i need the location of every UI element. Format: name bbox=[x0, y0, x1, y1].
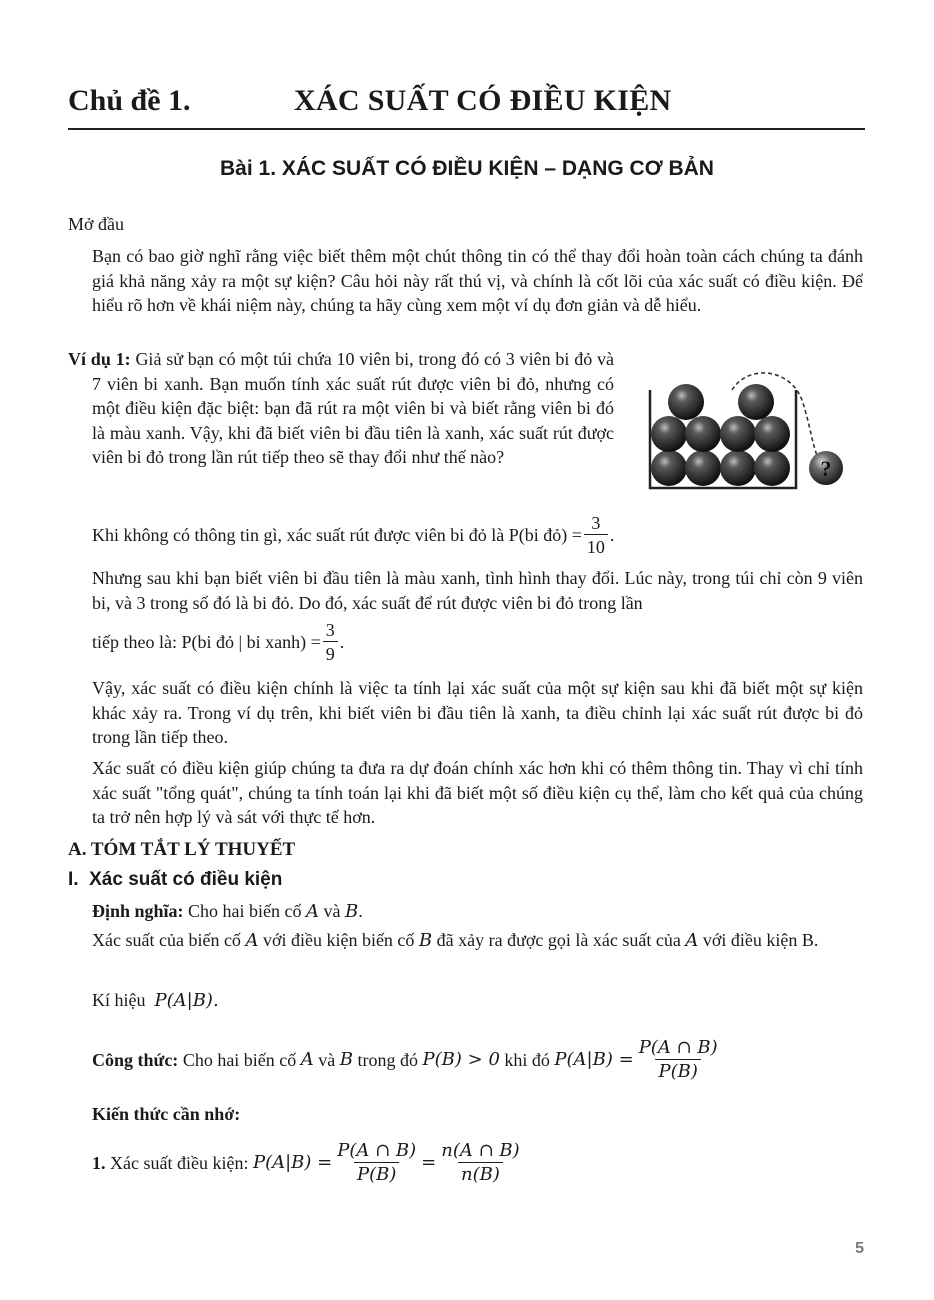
header-divider bbox=[68, 128, 865, 130]
notation-expr: P(A|B). bbox=[154, 990, 219, 1011]
marbles bbox=[651, 384, 790, 486]
no-info-expr: P(bi đỏ) = bbox=[508, 524, 582, 545]
definition-label: Định nghĩa: bbox=[92, 901, 184, 921]
next-expr: P(bi đỏ | bi xanh) = bbox=[181, 631, 321, 652]
var-a: A bbox=[306, 901, 320, 922]
question-mark: ? bbox=[820, 456, 832, 481]
formula-condition: P(B) > 0 bbox=[422, 1048, 500, 1070]
formula-lhs: P(A|B) = bbox=[554, 1048, 634, 1070]
definition-line: Định nghĩa: Cho hai biến cố A và B. bbox=[92, 901, 363, 922]
definition-detail: Xác suất của biến cố A với điều kiện biến cố B đã xảy ra được gọi là xác suất của A với điều kiện B. bbox=[92, 930, 819, 951]
item1-fraction-p: $\frac{P(A \cap B)}{P(B)}$ bbox=[337, 1139, 417, 1185]
example-text: Giả sử bạn có một túi chứa 10 viên bi, trong đó có 3 viên bi đỏ và 7 viên bi xanh. Bạn muốn tính xác suất rút được viên bi đỏ, nhưng có một điều kiện đặc biệt: bạn đã rút ra một viên bi và biết rằng viên bi đó là màu xanh. Vậy, khi đã biết viên bi đầu tiên là xanh, xác suất rút được viên bi đỏ trong lần rút tiếp theo sẽ thay đổi như thế nào? bbox=[92, 349, 615, 467]
remember-heading: Kiến thức cần nhớ: bbox=[92, 1104, 241, 1124]
formula-label: Công thức: bbox=[92, 1049, 179, 1070]
page-number: 5 bbox=[855, 1240, 864, 1257]
next-text: tiếp theo là: bbox=[92, 631, 177, 652]
item1-fraction-n: $\frac{n(A \cap B)}{n(B)}$ bbox=[441, 1139, 520, 1185]
conclusion-paragraph: Vậy, xác suất có điều kiện chính là việc ta tính lại xác suất của một sự kiện sau khi đã biết một sự kiện khác xảy ra. Trong ví dụ trên, khi biết viên bi đầu tiên là xanh, ta điều chỉnh lại xác suất rút được bi đỏ trong lần tiếp theo. bbox=[92, 678, 863, 747]
next-draw-line: tiếp theo là: P(bi đỏ | bi xanh) = $\frac{3}{9}$ . bbox=[92, 619, 345, 664]
example-label: Ví dụ 1: bbox=[68, 349, 131, 369]
fraction-denominator: 10 bbox=[584, 534, 608, 559]
chapter-title: XÁC SUẤT CÓ ĐIỀU KIỆN bbox=[294, 84, 672, 117]
fraction-numerator: 3 bbox=[591, 512, 601, 533]
marbles-illustration bbox=[640, 372, 852, 494]
formula-line: Công thức: Cho hai biến cố A và B trong đó P(B) > 0 khi đó P(A|B) = $\frac{P(A \cap B)}{P(B)}$ bbox=[92, 1030, 723, 1090]
formula-fraction: $\frac{P(A \cap B)}{P(B)}$ bbox=[638, 1036, 718, 1082]
fraction-numerator: 3 bbox=[325, 619, 335, 640]
benefit-paragraph: Xác suất có điều kiện giúp chúng ta đưa ra dự đoán chính xác hơn khi có thêm thông tin. Thay vì chỉ tính xác suất "tổng quát", chúng ta tính toán lại khi đã biết một số điều kiện cụ thể, làm cho kết quả của chúng ta trở nên hợp lý và sát với thực tế hơn. bbox=[92, 758, 863, 827]
no-info-line: Khi không có thông tin gì, xác suất rút được viên bi đỏ là P(bi đỏ) = $\frac{3}{10}$ . bbox=[92, 512, 615, 557]
notation-line: Kí hiệu P(A|B). bbox=[92, 990, 219, 1011]
example-block bbox=[68, 347, 614, 470]
fraction-3-10 bbox=[584, 512, 608, 559]
fraction-denominator: 9 bbox=[323, 641, 338, 666]
chapter-label: Chủ đề 1. bbox=[68, 84, 191, 117]
var-b: B bbox=[345, 901, 359, 922]
no-info-text: Khi không có thông tin gì, xác suất rút được viên bi đỏ là bbox=[92, 524, 505, 545]
remember-item-1: 1. Xác suất điều kiện: P(A|B) = $\frac{P(A \cap B)}{P(B)}$ = $\frac{n(A \cap B)}{n(B)}$ bbox=[92, 1133, 525, 1193]
intro-paragraph: Bạn có bao giờ nghĩ rằng việc biết thêm một chút thông tin có thể thay đổi hoàn toàn cách chúng ta đánh giá khả năng xảy ra một sự kiện? Câu hỏi này rất thú vị, và chính là cốt lõi của xác suất có điều kiện. Để hiểu rõ hơn về khái niệm này, chúng ta hãy cùng xem một ví dụ đơn giản và dễ hiểu. bbox=[92, 246, 863, 315]
lesson-title: Bài 1. XÁC SUẤT CÓ ĐIỀU KIỆN – DẠNG CƠ BẢN bbox=[220, 157, 714, 180]
after-info-paragraph: Nhưng sau khi bạn biết viên bi đầu tiên là màu xanh, tình hình thay đổi. Lúc này, trong túi chỉ còn 9 viên bi, và 3 trong số đó là bi đỏ. Do đó, xác suất để rút được viên bi đỏ trong lần bbox=[92, 568, 863, 613]
fraction-3-9 bbox=[323, 619, 338, 666]
intro-heading: Mở đầu bbox=[68, 214, 125, 234]
subsection-heading: I. Xác suất có điều kiện bbox=[68, 869, 283, 890]
section-a-heading: A. TÓM TẮT LÝ THUYẾT bbox=[68, 839, 296, 860]
